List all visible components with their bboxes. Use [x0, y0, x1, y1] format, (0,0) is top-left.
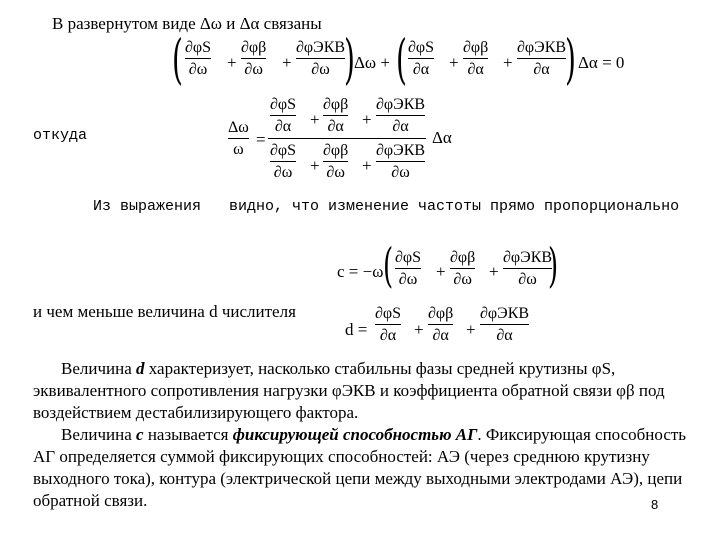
- i-chem-text: и чем меньше величина d числителя: [33, 302, 296, 321]
- fraction: Δω ω: [228, 119, 249, 158]
- fraction: ∂φS ∂ω: [395, 249, 422, 288]
- intro-text: В развернутом виде Δω и Δα связаны: [52, 14, 322, 33]
- fraction: ∂φЭКВ ∂α: [517, 39, 567, 78]
- right-paren: ): [344, 28, 355, 91]
- fraction: ∂φβ ∂ω: [241, 39, 267, 78]
- fraction: ∂φЭКВ ∂ω: [296, 39, 346, 78]
- vidno-text: видно, что изменение частоты прямо пропорционально: [229, 198, 680, 215]
- fraction: ∂φЭКВ ∂α: [376, 96, 426, 135]
- plus-sign: +: [466, 320, 476, 339]
- plus-sign: +: [362, 156, 372, 175]
- equation-tail: Δα = 0: [578, 53, 625, 72]
- fraction: ∂φβ ∂ω: [450, 249, 476, 288]
- left-paren: (: [172, 28, 183, 91]
- plus-sign: +: [282, 53, 292, 72]
- left-paren: (: [396, 28, 407, 91]
- fraction: ∂φЭКВ ∂α: [480, 305, 530, 344]
- fraction: ∂φЭКВ ∂ω: [503, 249, 553, 288]
- plus-sign: +: [414, 320, 424, 339]
- plus-sign: +: [489, 262, 499, 281]
- delta-omega-term: Δω +: [354, 53, 390, 72]
- fraction: ∂φЭКВ ∂ω: [376, 142, 426, 181]
- fraction: ∂φS ∂ω: [270, 142, 297, 181]
- fraction: ∂φβ ∂α: [463, 39, 489, 78]
- plus-sign: +: [310, 110, 320, 129]
- c-lhs: c = −ω: [337, 262, 384, 281]
- fraction: ∂φS ∂α: [375, 305, 402, 344]
- delta-alpha: Δα: [432, 128, 452, 147]
- plus-sign: +: [310, 156, 320, 175]
- paragraph-d-description: Величина d характеризует, насколько стабильны фазы средней крутизны φS, эквивалентного сопротивления нагрузки φЭКВ и коэффициента обратной связи φβ под воздействием дестабилизирующего фактора.: [33, 359, 665, 422]
- left-paren: (: [383, 240, 394, 294]
- plus-sign: +: [436, 262, 446, 281]
- plus-sign: +: [362, 110, 372, 129]
- right-paren: ): [565, 28, 576, 91]
- paragraph-c-description: Величина с называется фиксирующей способностью АГ. Фиксирующая способность АГ определяется суммой фиксирующих способностей: АЭ (через среднюю крутизну выходного тока), контура (электрической цепи между выходными электродами АЭ), цепи обратной связи.: [33, 425, 687, 510]
- page-number: 8: [651, 497, 659, 512]
- plus-sign: +: [503, 53, 513, 72]
- fraction: ∂φβ ∂α: [428, 305, 454, 344]
- equals-sign: =: [256, 130, 266, 149]
- d-lhs: d =: [345, 320, 368, 339]
- otkuda-label: откуда: [33, 127, 88, 144]
- fraction: ∂φS ∂α: [408, 39, 435, 78]
- plus-sign: +: [449, 53, 459, 72]
- fraction: ∂φS ∂ω: [185, 39, 212, 78]
- iz-vyrazheniya-text: Из выражения: [93, 198, 202, 215]
- fraction: ∂φβ ∂α: [323, 96, 349, 135]
- plus-sign: +: [227, 53, 237, 72]
- fraction: ∂φS ∂α: [270, 96, 297, 135]
- right-paren: ): [548, 240, 559, 294]
- fraction: ∂φβ ∂ω: [323, 142, 349, 181]
- main-fraction-bar: [268, 138, 426, 139]
